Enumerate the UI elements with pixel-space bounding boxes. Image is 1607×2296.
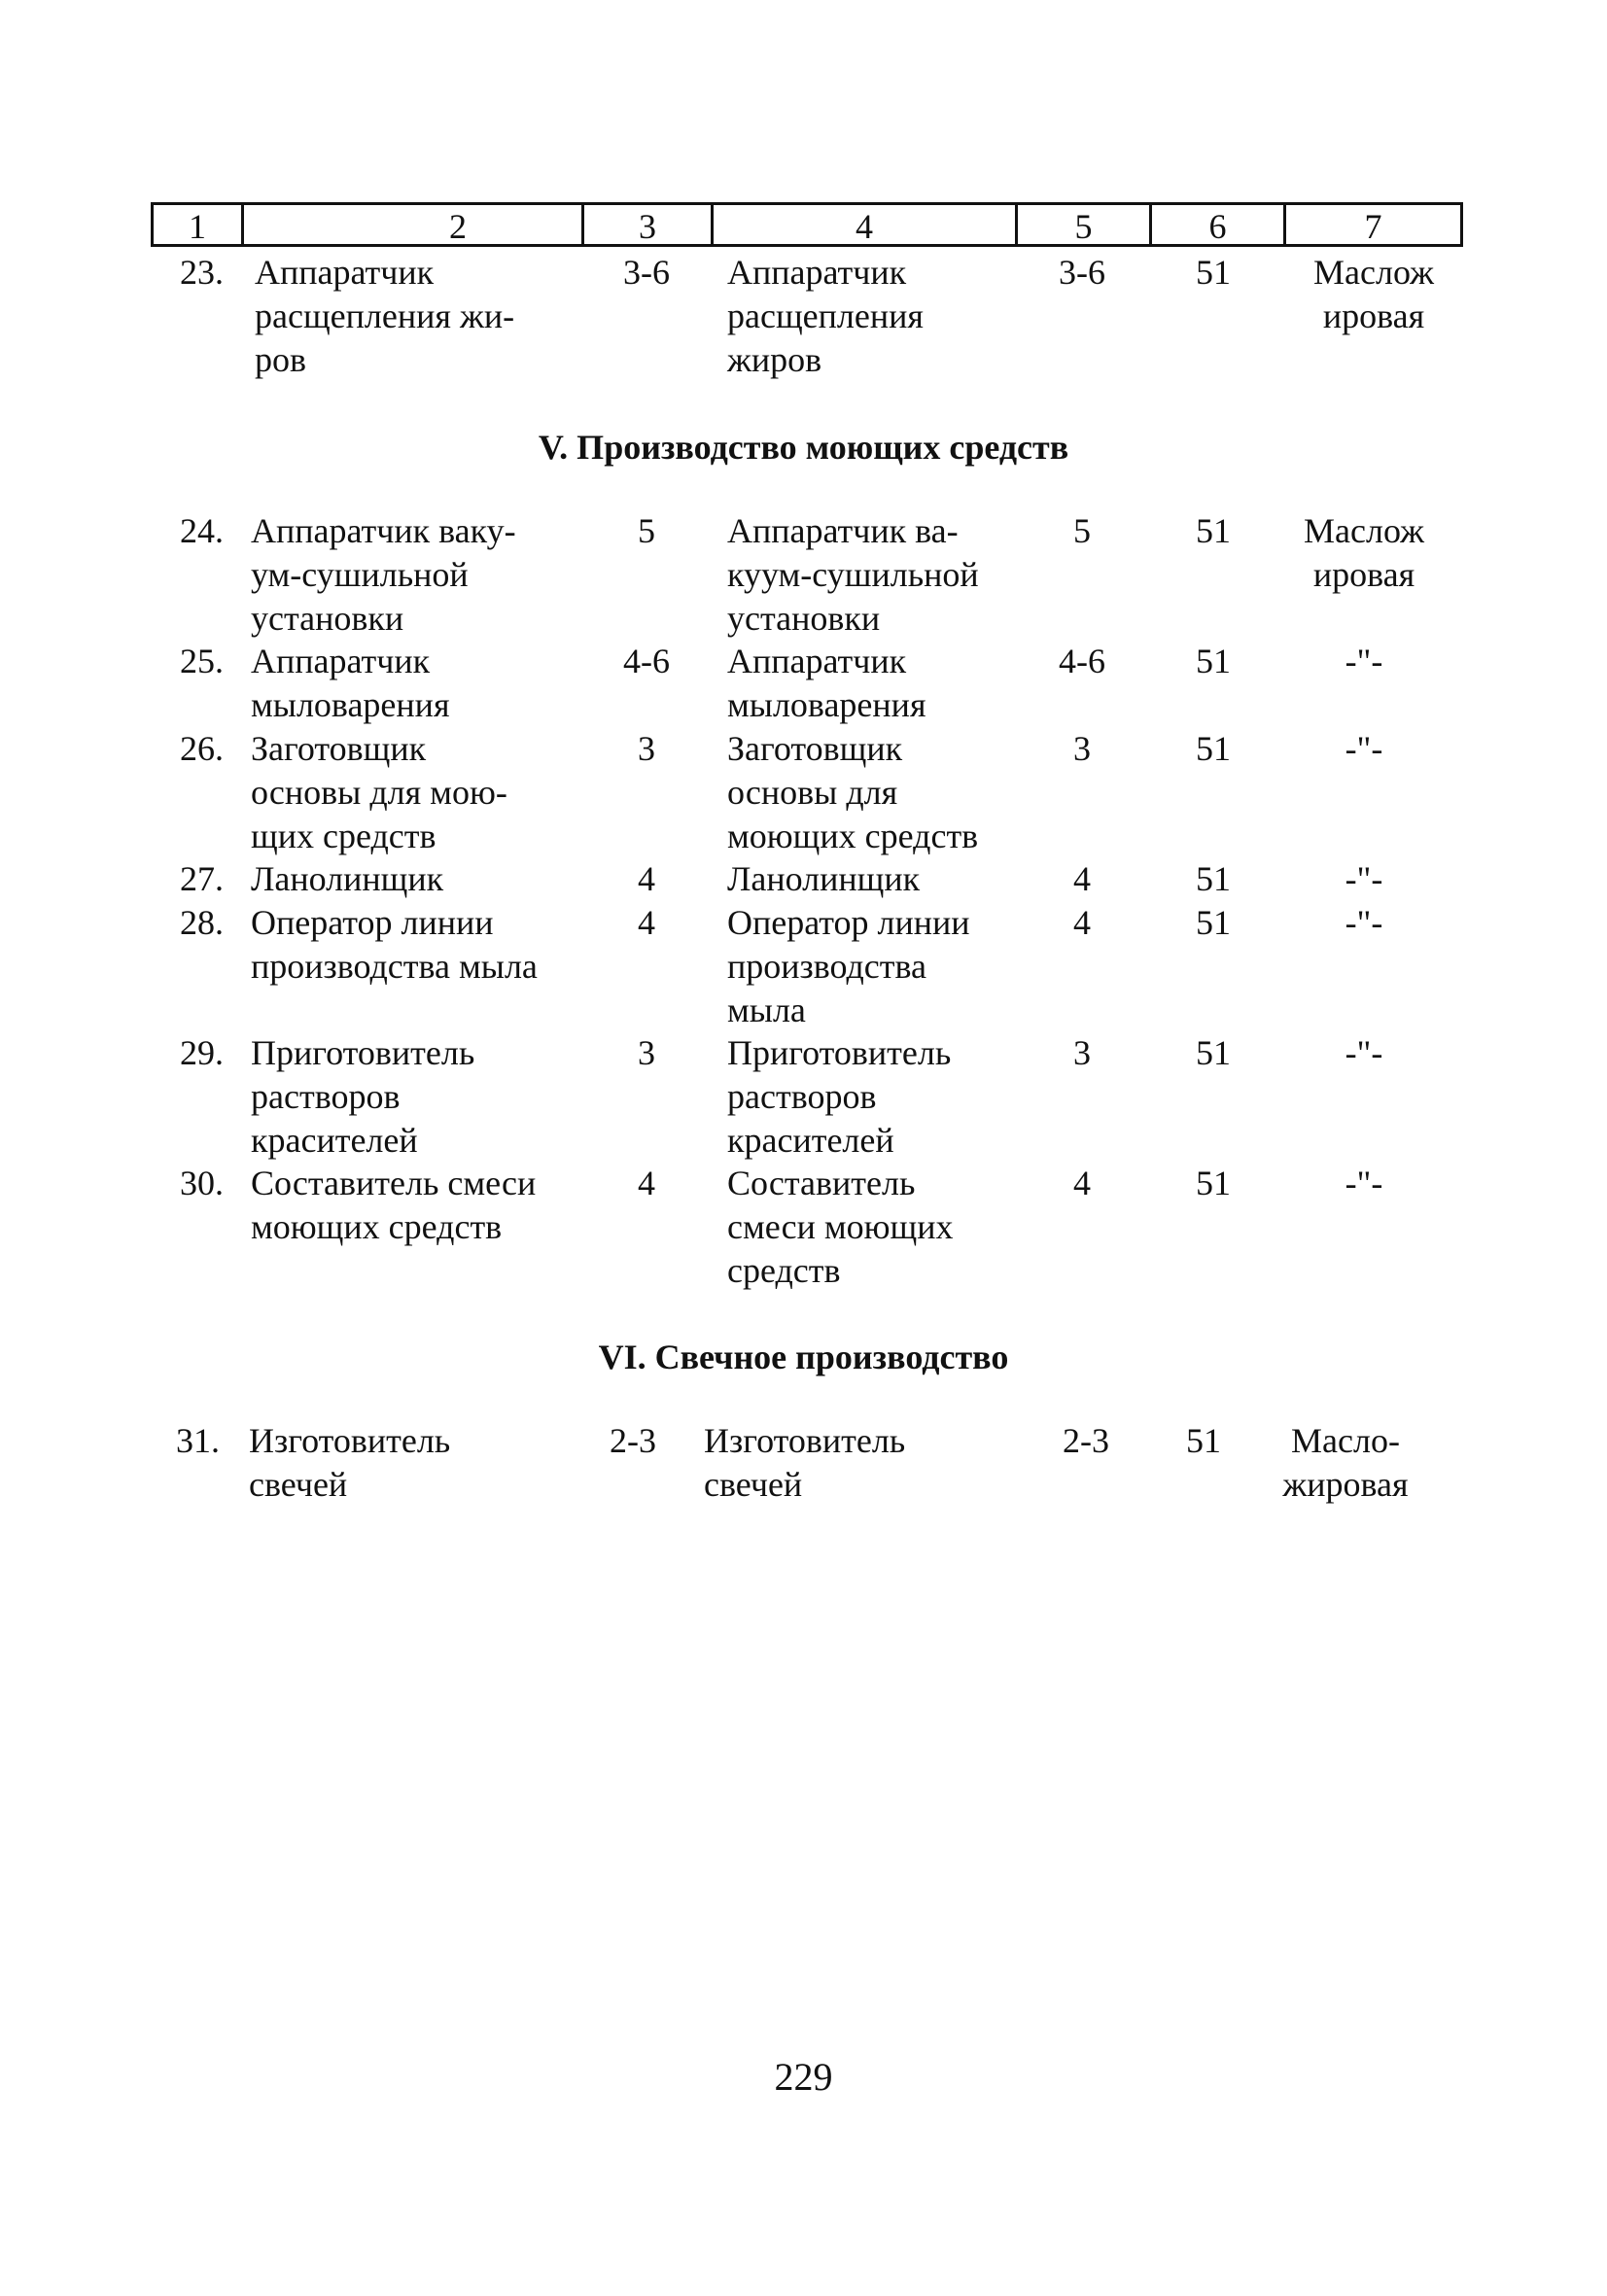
header-col-7: 7 <box>1364 207 1382 246</box>
old-profession-name: Ланолинщик <box>251 859 444 898</box>
industry: -"- <box>1345 1033 1383 1072</box>
old-profession-name: Изготовитель свечей <box>249 1421 451 1504</box>
new-grade: 4-6 <box>1059 642 1105 680</box>
row-number: 30. <box>180 1164 224 1202</box>
section-heading: VI. Свечное производство <box>598 1338 1009 1376</box>
old-grade: 4 <box>638 1164 655 1202</box>
old-profession-name: Приготовитель растворов красителей <box>251 1033 475 1160</box>
header-col-5: 5 <box>1074 207 1093 246</box>
header-col-1: 1 <box>189 207 206 246</box>
new-grade: 3-6 <box>1059 253 1105 292</box>
industry: -"- <box>1345 729 1383 768</box>
new-profession-name: Заготовщик основы для моющих средств <box>727 729 979 855</box>
old-grade: 4-6 <box>623 642 670 680</box>
etks-issue: 51 <box>1196 859 1231 898</box>
new-profession-name: Ланолинщик <box>727 859 921 898</box>
row-number: 28. <box>180 903 224 942</box>
industry: Маслож ировая <box>1313 253 1434 335</box>
etks-issue: 51 <box>1196 253 1231 292</box>
etks-issue: 51 <box>1196 903 1231 942</box>
old-grade: 3 <box>638 1033 655 1072</box>
etks-issue: 51 <box>1196 1164 1231 1202</box>
industry: -"- <box>1345 859 1383 898</box>
industry: Маслож ировая <box>1304 511 1424 594</box>
row-number: 24. <box>180 511 224 550</box>
new-profession-name: Составитель смеси моющих средств <box>727 1164 954 1290</box>
new-grade: 4 <box>1073 859 1091 898</box>
header-col-3: 3 <box>639 207 656 246</box>
industry: -"- <box>1345 1164 1383 1202</box>
industry: -"- <box>1345 903 1383 942</box>
industry: Масло- жировая <box>1282 1421 1409 1504</box>
new-profession-name: Аппаратчик расщепления жиров <box>727 253 924 379</box>
new-grade: 3 <box>1073 729 1091 768</box>
row-number: 27. <box>180 859 224 898</box>
industry: -"- <box>1345 642 1383 680</box>
old-profession-name: Аппаратчик мыловарения <box>251 642 450 724</box>
header-col-4: 4 <box>856 207 873 246</box>
new-grade: 4 <box>1073 903 1091 942</box>
row-number: 29. <box>180 1033 224 1072</box>
old-profession-name: Оператор линии производства мыла <box>251 903 538 986</box>
row-number: 26. <box>180 729 224 768</box>
new-profession-name: Изготовитель свечей <box>704 1421 906 1504</box>
new-grade: 5 <box>1073 511 1091 550</box>
old-grade: 3 <box>638 729 655 768</box>
row-number: 31. <box>176 1421 220 1460</box>
new-profession-name: Приготовитель растворов красителей <box>727 1033 952 1160</box>
old-grade: 2-3 <box>610 1421 656 1460</box>
header-col-2: 2 <box>449 207 467 246</box>
new-grade: 3 <box>1073 1033 1091 1072</box>
etks-issue: 51 <box>1196 511 1231 550</box>
new-grade: 4 <box>1073 1164 1091 1202</box>
old-grade: 4 <box>638 903 655 942</box>
old-grade: 5 <box>638 511 655 550</box>
header-col-6: 6 <box>1208 207 1227 246</box>
etks-issue: 51 <box>1196 729 1231 768</box>
etks-issue: 51 <box>1196 642 1231 680</box>
new-profession-name: Аппаратчик мыловарения <box>727 642 926 724</box>
etks-issue: 51 <box>1196 1033 1231 1072</box>
old-grade: 4 <box>638 859 655 898</box>
old-profession-name: Составитель смеси моющих средств <box>251 1164 537 1246</box>
old-profession-name: Заготовщик основы для мою- щих средств <box>251 729 507 855</box>
old-profession-name: Аппаратчик ваку- ум-сушильной установки <box>251 511 516 638</box>
new-profession-name: Аппаратчик ва- куум-сушильной установки <box>727 511 979 638</box>
new-grade: 2-3 <box>1063 1421 1109 1460</box>
section-heading: V. Производство моющих средств <box>538 428 1069 467</box>
column-number-header <box>151 202 1463 247</box>
row-number: 25. <box>180 642 224 680</box>
page-number: 229 <box>774 2055 833 2099</box>
row-number: 23. <box>180 253 224 292</box>
etks-issue: 51 <box>1186 1421 1221 1460</box>
old-grade: 3-6 <box>623 253 670 292</box>
new-profession-name: Оператор линии производства мыла <box>727 903 970 1029</box>
old-profession-name: Аппаратчик расщепления жи- ров <box>255 253 515 379</box>
